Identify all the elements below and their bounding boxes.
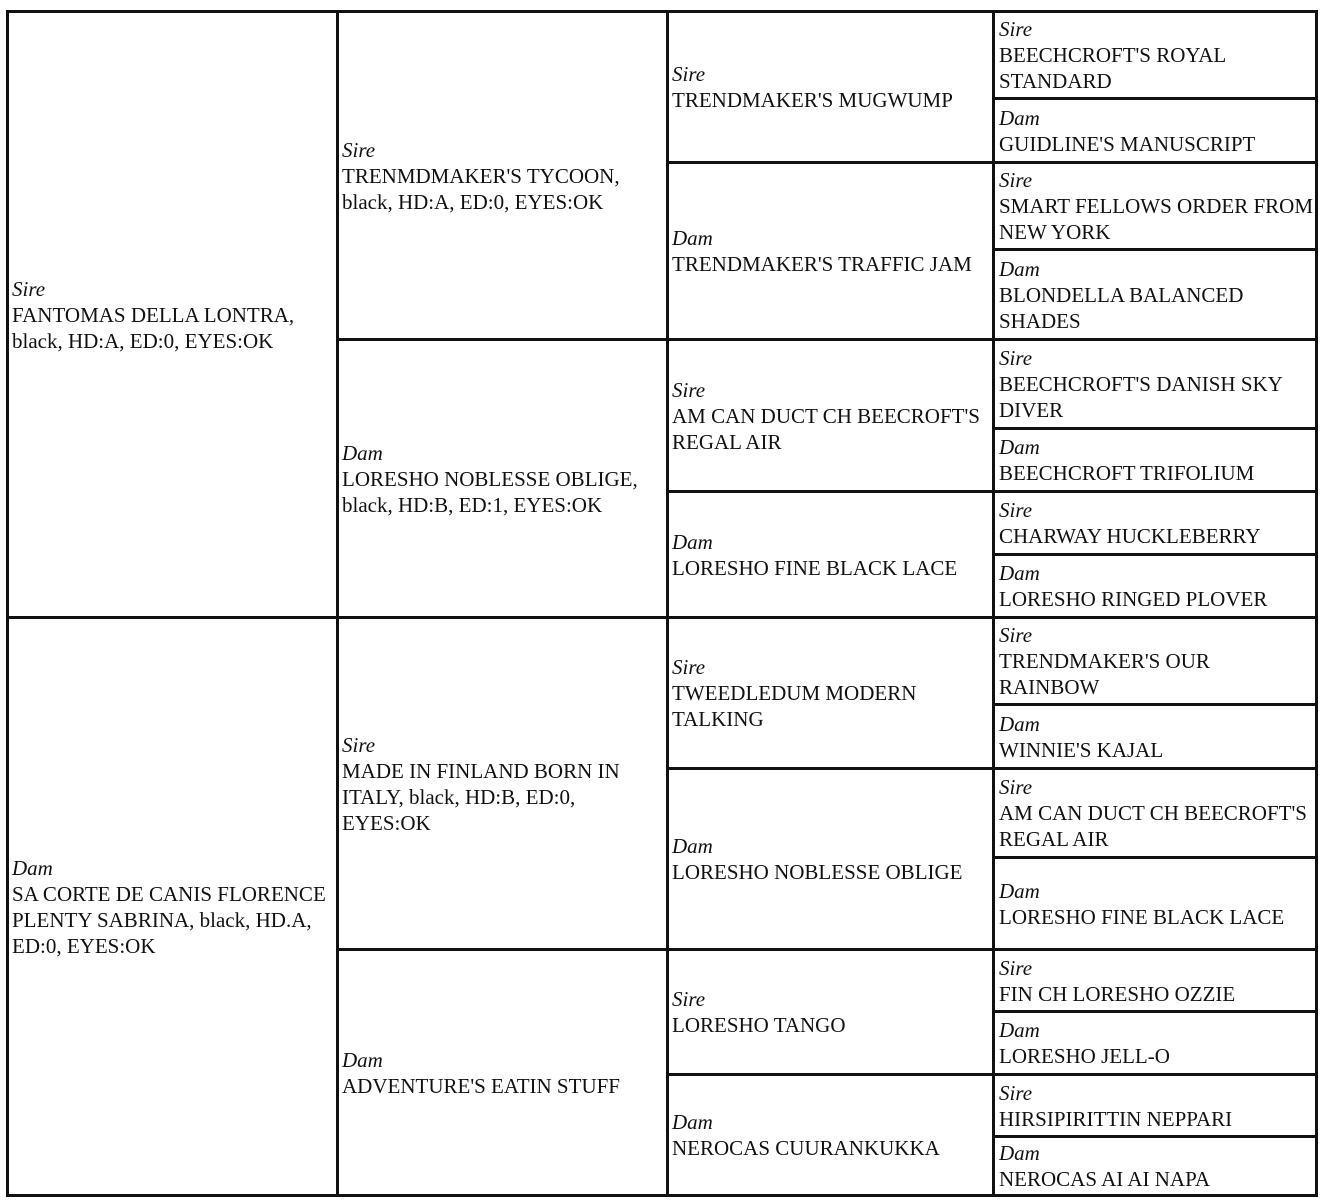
role-label: Sire [999,17,1033,41]
dog-name: AM CAN DUCT CH BEECROFT'S REGAL AIR [999,801,1307,851]
gen2-sire-cell [339,619,669,951]
dog-name: ADVENTURE'S EATIN STUFF [342,1073,620,1098]
gen1-sire-cell [9,13,339,619]
gen3-sire-cell [669,341,995,493]
gen3-sire-cell [669,951,995,1076]
dog-name: WINNIE'S KAJAL [999,737,1164,762]
role-label: Dam [999,561,1040,585]
dog-name: NEROCAS AI AI NAPA [999,1167,1211,1191]
role-label: Dam [999,256,1040,281]
dog-name: TRENDMAKER'S OUR RAINBOW [999,649,1210,699]
role-label: Dam [999,878,1040,903]
role-label: Dam [999,105,1040,130]
gen4-dam-cell [995,706,1315,770]
role-label: Sire [999,346,1033,370]
dog-name: HIRSIPIRITTIN NEPPARI [999,1106,1233,1131]
gen4-sire-cell [995,1076,1315,1138]
role-label: Dam [342,1047,383,1072]
gen4-dam-cell [995,1013,1315,1076]
gen4-dam-cell [995,430,1315,493]
role-label: Sire [999,1080,1033,1105]
gen3-sire-cell [669,13,995,164]
dog-name: LORESHO FINE BLACK LACE [999,904,1285,929]
dog-name: LORESHO FINE BLACK LACE [672,555,958,580]
gen4-dam-cell [995,100,1315,164]
gen3-dam-cell [669,1076,995,1194]
dog-name: LORESHO NOBLESSE OBLIGE [672,860,963,884]
gen4-sire-cell [995,341,1315,430]
gen4-sire-cell [995,493,1315,556]
gen3-dam-cell [669,770,995,951]
role-label: Sire [342,732,376,757]
gen4-dam-cell [995,859,1315,951]
role-label: Dam [342,440,383,465]
gen3-dam-cell [669,493,995,619]
gen4-dam-cell [995,556,1315,619]
role-label: Dam [12,855,53,880]
dog-name: TRENDMAKER'S MUGWUMP [672,88,953,112]
gen2-dam-cell [339,341,669,619]
dog-name: SMART FELLOWS ORDER FROM NEW YORK [999,194,1313,244]
role-label: Sire [342,137,376,162]
role-label: Dam [999,1141,1040,1165]
role-label: Dam [672,529,713,554]
gen4-sire-cell [995,770,1315,859]
dog-name: AM CAN DUCT CH BEECROFT'S REGAL AIR [672,403,980,454]
role-label: Dam [999,711,1040,736]
dog-name: SA CORTE DE CANIS FLORENCE PLENTY SABRINA, black, HD.A, ED:0, EYES:OK [12,881,326,958]
gen4-sire-cell [995,13,1315,100]
role-label: Dam [999,1018,1040,1042]
dog-name: NEROCAS CUURANKUKKA [672,1136,940,1160]
dog-name: LORESHO RINGED PLOVER [999,587,1268,611]
gen4-dam-cell [995,1138,1315,1194]
role-label: Sire [672,655,706,679]
dog-name: MADE IN FINLAND BORN IN ITALY, black, HD:B, ED:0, EYES:OK [342,758,620,835]
dog-name: GUIDLINE'S MANUSCRIPT [999,131,1256,156]
dog-name: FANTOMAS DELLA LONTRA, black, HD:A, ED:0, EYES:OK [12,302,295,353]
dog-name: LORESHO TANGO [672,1013,846,1037]
gen3-dam-cell [669,164,995,341]
role-label: Sire [672,987,706,1011]
role-label: Sire [672,62,706,86]
gen4-dam-cell [995,251,1315,341]
pedigree-table [6,10,1318,1197]
role-label: Sire [999,775,1033,799]
role-label: Sire [12,276,46,301]
role-label: Sire [999,623,1033,647]
role-label: Dam [999,435,1040,459]
dog-name: CHARWAY HUCKLEBERRY [999,524,1261,548]
gen4-sire-cell [995,164,1315,251]
gen2-dam-cell [339,951,669,1194]
gen4-sire-cell [995,951,1315,1013]
role-label: Sire [999,498,1033,522]
dog-name: FIN CH LORESHO OZZIE [999,981,1236,1006]
dog-name: TRENDMAKER'S TRAFFIC JAM [672,252,972,276]
role-label: Sire [999,168,1033,192]
dog-name: BEECHCROFT'S ROYAL STANDARD [999,43,1226,93]
gen3-sire-cell [669,619,995,770]
role-label: Dam [672,834,713,858]
role-label: Dam [672,226,713,250]
gen4-sire-cell [995,619,1315,706]
role-label: Dam [672,1110,713,1134]
dog-name: LORESHO NOBLESSE OBLIGE, black, HD:B, ED:1, EYES:OK [342,466,638,517]
dog-name: BEECHCROFT'S DANISH SKY DIVER [999,372,1283,422]
role-label: Sire [672,377,706,402]
dog-name: LORESHO JELL-O [999,1044,1170,1068]
gen2-sire-cell [339,13,669,341]
dog-name: TRENMDMAKER'S TYCOON, black, HD:A, ED:0, EYES:OK [342,163,620,214]
gen1-dam-cell [9,619,339,1194]
role-label: Sire [999,955,1033,980]
dog-name: TWEEDLEDUM MODERN TALKING [672,681,917,731]
dog-name: BLONDELLA BALANCED SHADES [999,282,1244,333]
dog-name: BEECHCROFT TRIFOLIUM [999,461,1255,485]
